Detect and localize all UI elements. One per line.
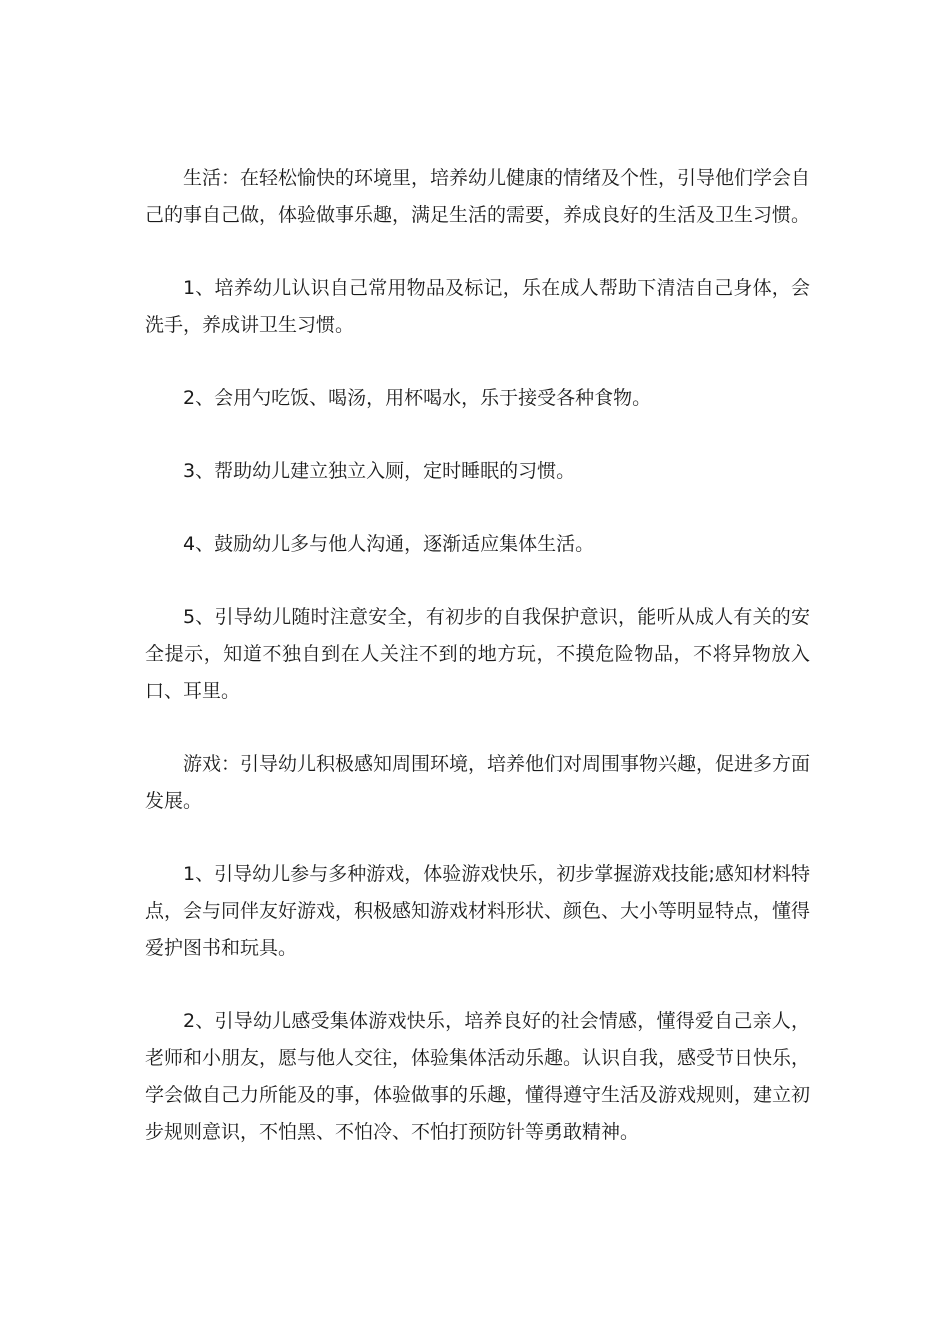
- paragraph-life-item-3: 3、帮助幼儿建立独立入厕，定时睡眠的习惯。: [183, 460, 576, 482]
- paragraph-game-intro: 游戏：引导幼儿积极感知周围环境，培养他们对周围事物兴趣，促进多方面发展。: [145, 753, 811, 812]
- paragraph-life-intro: 生活：在轻松愉快的环境里，培养幼儿健康的情绪及个性，引导他们学会自己的事自己做，体验做事乐趣，满足生活的需要，养成良好的生活及卫生习惯。: [145, 167, 811, 226]
- paragraph-life-item-2: 2、会用勺吃饭、喝汤，用杯喝水，乐于接受各种食物。: [183, 387, 652, 409]
- paragraph-life-item-1: 1、培养幼儿认识自己常用物品及标记，乐在成人帮助下清洁自己身体，会洗手，养成讲卫生习惯。: [145, 277, 810, 336]
- document-body: [145, 160, 810, 1187]
- paragraph-life-item-4: 4、鼓励幼儿多与他人沟通，逐渐适应集体生活。: [183, 533, 595, 555]
- paragraph-game-item-1: 1、引导幼儿参与多种游戏，体验游戏快乐，初步掌握游戏技能;感知材料特点，会与同伴友好游戏，积极感知游戏材料形状、颜色、大小等明显特点，懂得爱护图书和玩具。: [145, 863, 811, 959]
- paragraph-game-item-2: 2、引导幼儿感受集体游戏快乐，培养良好的社会情感，懂得爱自己亲人，老师和小朋友，愿与他人交往，体验集体活动乐趣。认识自我，感受节日快乐，学会做自己力所能及的事，体验做事的乐趣，懂得遵守生活及游戏规则，建立初步规则意识，不怕黑、不怕冷、不怕打预防针等勇敢精神。: [145, 1010, 811, 1143]
- paragraph-life-item-5: 5、引导幼儿随时注意安全，有初步的自我保护意识，能听从成人有关的安全提示，知道不独自到在人关注不到的地方玩，不摸危险物品，不将异物放入口、耳里。: [145, 606, 810, 702]
